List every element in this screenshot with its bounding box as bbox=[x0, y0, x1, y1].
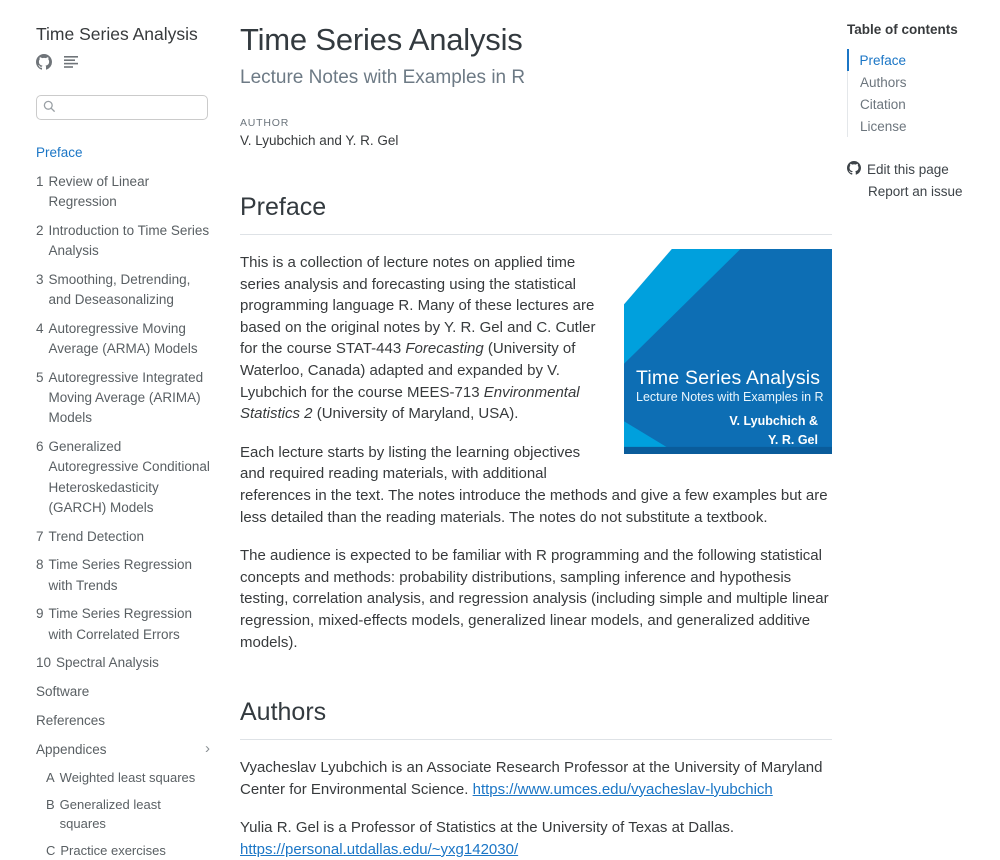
toc-item-authors[interactable]: Authors bbox=[860, 74, 907, 90]
author-name: V. Lyubchich and Y. R. Gel bbox=[240, 133, 399, 148]
edit-this-page-label: Edit this page bbox=[867, 162, 949, 177]
chapter-number: 7 bbox=[36, 528, 44, 544]
chapter-number: B bbox=[46, 796, 55, 812]
toc-links bbox=[847, 161, 990, 199]
sidebar-item-spectral-analysis[interactable] bbox=[36, 653, 210, 673]
search-box bbox=[36, 95, 210, 120]
github-icon bbox=[847, 161, 861, 178]
page-title: Time Series Analysis bbox=[240, 22, 523, 57]
chapter-number: 3 bbox=[36, 271, 44, 287]
chapter-number: 6 bbox=[36, 439, 44, 454]
chapter-number: 1 bbox=[36, 173, 44, 189]
preface-section bbox=[240, 235, 832, 653]
report-issue-link[interactable] bbox=[847, 184, 990, 199]
report-issue-label: Report an issue bbox=[868, 184, 963, 199]
sidebar-item-time-series-regression-with-tren[interactable] bbox=[36, 555, 210, 596]
sidebar-item-label: Weighted least squares bbox=[59, 770, 196, 786]
author-bio-2: Yulia R. Gel is a Professor of Statistics at the University of Texas at Dallas. https://personal.utdallas.edu/~yxg142030/ bbox=[240, 819, 735, 858]
sidebar-item-time-series-regression-with-corr[interactable] bbox=[36, 604, 210, 645]
sidebar-item-generalized-autoregressive-condi[interactable] bbox=[36, 437, 210, 518]
sidebar-item-label: Generalized least squares bbox=[59, 796, 161, 832]
sidebar-toolbar bbox=[36, 54, 210, 70]
chevron-right-icon[interactable]: › bbox=[205, 739, 210, 757]
lines-icon[interactable] bbox=[64, 55, 79, 69]
sidebar-nav bbox=[36, 143, 210, 860]
sidebar-item-label: Generalized Autoregressive Conditional Heteroskedasticity (GARCH) Models bbox=[48, 439, 210, 515]
preface-paragraph-3: The audience is expected to be familiar with R programming and the following statistical concepts and methods: probability distributions, sampling inference and hypothesis testing, correlation analysis, and regression analysis (including simple and multiple linear regression, mixed-effects models, generalized linear models, and generalized additive models). bbox=[240, 547, 829, 651]
sidebar-item-label: Preface bbox=[36, 145, 83, 160]
toc-item-citation[interactable]: Citation bbox=[860, 96, 906, 112]
chapter-number: A bbox=[46, 770, 55, 786]
preface-paragraph-1: This is a collection of lecture notes on applied time series analysis and forecasting using the statistical programming language R. Many of these lectures are based on the original notes by Y. R. Gel and C. Cutler for the course STAT-443 Forecasting (University of Waterloo, Canada) adapted and expanded by V. Lyubchich for the course MEES-713 Environmental Statistics 2 (University of Maryland, USA). bbox=[240, 254, 596, 423]
chapter-number: 8 bbox=[36, 557, 44, 573]
sidebar-item-review-of-linear-regression[interactable] bbox=[36, 172, 210, 213]
sidebar-item-practice-exercises[interactable] bbox=[36, 841, 210, 860]
chapter-number: 10 bbox=[36, 655, 52, 671]
right-toc bbox=[832, 0, 1000, 747]
toc-list bbox=[847, 49, 990, 137]
sidebar-item-trend-detection[interactable] bbox=[36, 527, 210, 547]
github-icon[interactable] bbox=[36, 54, 52, 70]
search-icon bbox=[43, 100, 56, 118]
sidebar-item-label: Autoregressive Moving Average (ARMA) Models bbox=[48, 320, 198, 356]
search-input[interactable] bbox=[36, 95, 208, 120]
toc-item-preface[interactable]: Preface bbox=[847, 49, 991, 71]
section-heading-authors: Authors bbox=[240, 698, 832, 740]
cover-author-line1: V. Lyubchich & bbox=[729, 414, 818, 428]
author-label: AUTHOR bbox=[240, 117, 290, 129]
sidebar-item-autoregressive-moving-average-ar[interactable] bbox=[36, 319, 210, 360]
sidebar-item-software[interactable] bbox=[36, 682, 210, 702]
main-content bbox=[240, 0, 832, 858]
sidebar-item-label: Appendices bbox=[36, 741, 107, 757]
cover-authors bbox=[729, 412, 818, 450]
sidebar-item-label: Software bbox=[36, 684, 90, 699]
sidebar-item-preface[interactable] bbox=[36, 143, 210, 163]
chapter-number: C bbox=[46, 842, 56, 858]
sidebar-item-label: References bbox=[36, 712, 106, 728]
section-heading-preface: Preface bbox=[240, 193, 832, 235]
sidebar-item-label: Time Series Regression with Correlated Errors bbox=[48, 606, 193, 642]
sidebar-item-label: Time Series Regression with Trends bbox=[48, 557, 193, 593]
sidebar-item-label: Autoregressive Integrated Moving Average (ARIMA) Models bbox=[48, 369, 204, 426]
chapter-number: 5 bbox=[36, 369, 44, 385]
left-sidebar bbox=[0, 0, 240, 858]
cover-subtitle: Lecture Notes with Examples in R bbox=[636, 390, 824, 404]
utdallas-link[interactable]: https://personal.utdallas.edu/~yxg142030/ bbox=[240, 840, 519, 858]
page-subtitle: Lecture Notes with Examples in R bbox=[240, 67, 526, 88]
sidebar-item-references[interactable] bbox=[36, 711, 210, 731]
edit-this-page-link[interactable] bbox=[847, 161, 990, 178]
sidebar-item-generalized-least-squares[interactable] bbox=[36, 795, 210, 834]
author-bio-1: Vyacheslav Lyubchich is an Associate Research Professor at the University of Maryland Center for Environmental Science. https://www.umces.edu/vyacheslav-lyubchich bbox=[240, 759, 823, 798]
sidebar-item-smoothing-detrending-and-deseaso[interactable] bbox=[36, 270, 210, 311]
sidebar-item-appendices[interactable] bbox=[36, 740, 210, 760]
chapter-number: 9 bbox=[36, 606, 44, 622]
toc-item-license[interactable]: License bbox=[860, 118, 907, 134]
toc-title: Table of contents bbox=[847, 22, 958, 37]
book-cover-image bbox=[624, 249, 832, 454]
sidebar-item-label: Review of Linear Regression bbox=[48, 173, 150, 209]
umces-link[interactable]: https://www.umces.edu/vyacheslav-lyubchich bbox=[472, 780, 773, 798]
sidebar-item-autoregressive-integrated-moving[interactable] bbox=[36, 368, 210, 429]
authors-section bbox=[240, 740, 832, 860]
sidebar-item-label: Practice exercises bbox=[60, 842, 166, 858]
chapter-number: 2 bbox=[36, 222, 44, 238]
preface-paragraph-2: Each lecture starts by listing the learning objectives and required reading materials, with additional references in the text. The notes introduce the methods and give a few examples but are less detailed than the reading materials. The notes do not substitute a textbook. bbox=[240, 443, 828, 526]
chapter-number: 4 bbox=[36, 320, 44, 336]
sidebar-item-weighted-least-squares[interactable] bbox=[36, 768, 210, 788]
book-title[interactable]: Time Series Analysis bbox=[36, 24, 198, 44]
sidebar-item-label: Introduction to Time Series Analysis bbox=[48, 222, 210, 258]
sidebar-item-label: Trend Detection bbox=[48, 528, 145, 544]
sidebar-item-introduction-to-time-series-anal[interactable] bbox=[36, 221, 210, 262]
cover-author-line2: Y. R. Gel bbox=[767, 432, 818, 447]
cover-title: Time Series Analysis bbox=[636, 367, 821, 389]
sidebar-item-label: Spectral Analysis bbox=[56, 655, 159, 671]
sidebar-item-label: Smoothing, Detrending, and Deseasonalizing bbox=[48, 271, 191, 307]
